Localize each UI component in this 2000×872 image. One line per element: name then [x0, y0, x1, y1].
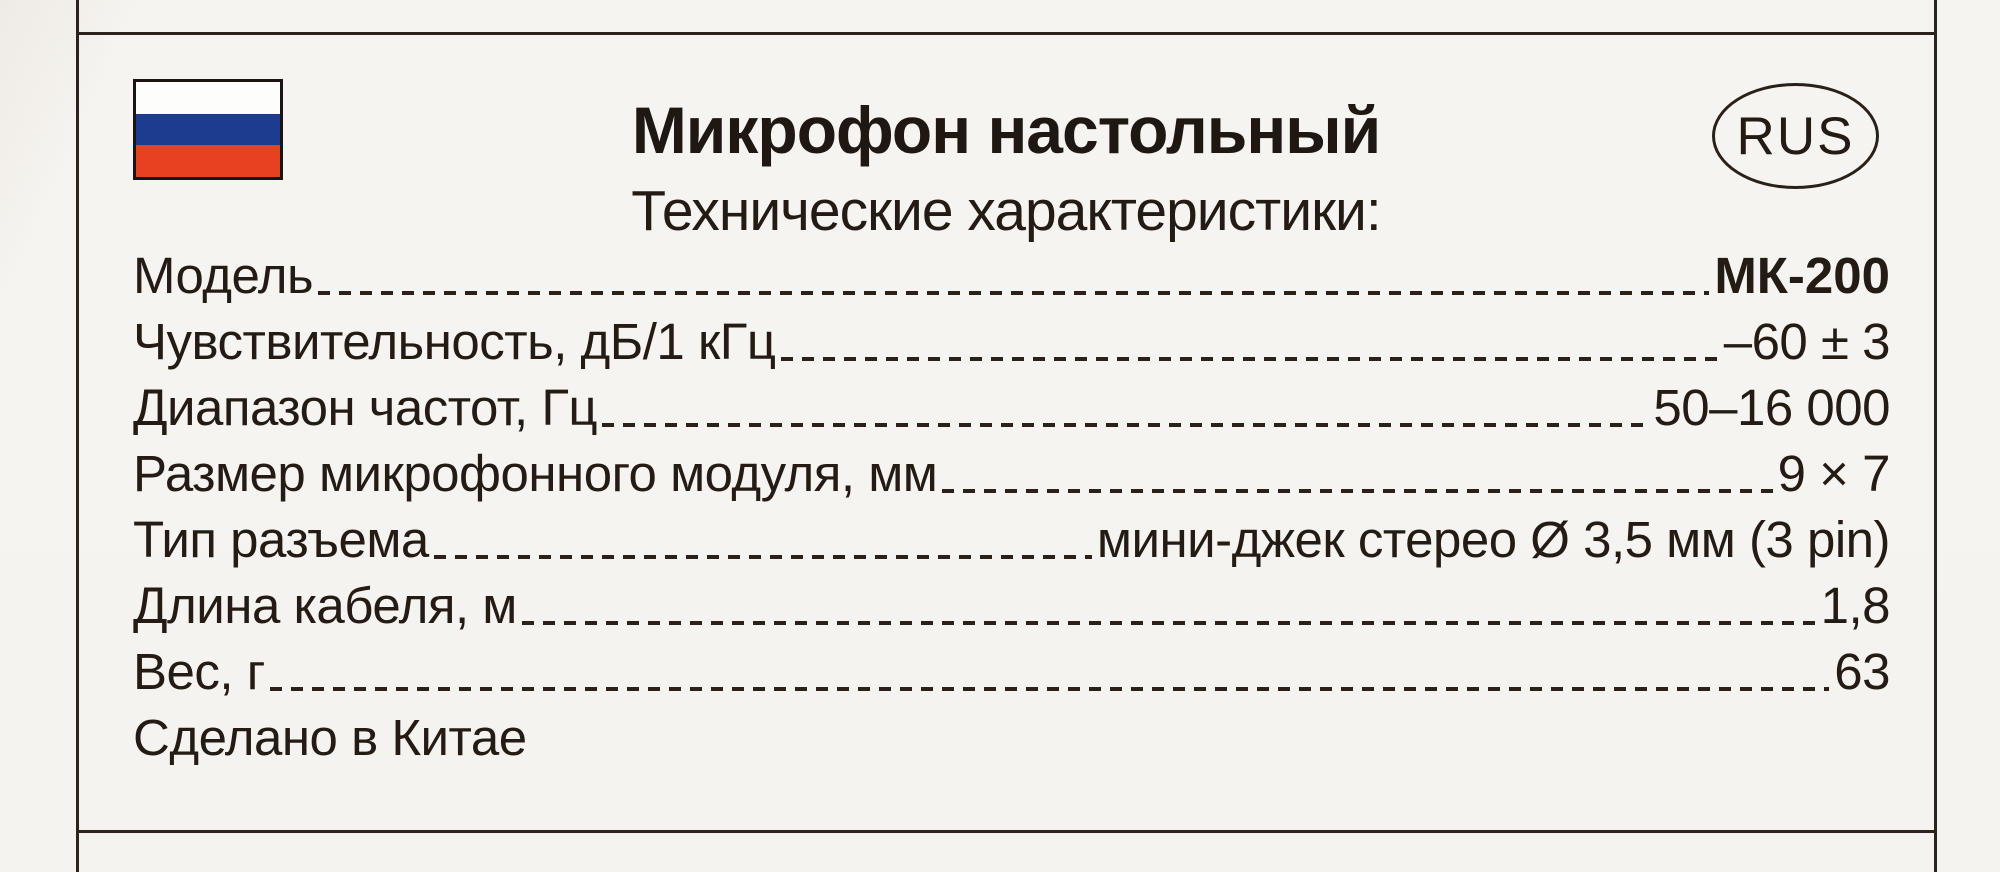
specs-heading: Технические характеристики:	[631, 179, 1381, 243]
spec-row	[133, 441, 1890, 507]
rus-country-code: RUS	[1736, 106, 1855, 166]
spec-value: 1,8	[1820, 577, 1890, 634]
spec-label: Вес, г	[133, 643, 265, 700]
rus-country-badge	[1712, 83, 1879, 189]
dotted-leader	[270, 687, 1829, 691]
spec-table	[133, 243, 1890, 771]
spec-value: МК-200	[1714, 247, 1890, 304]
spec-label: Чувствительность, дБ/1 кГц	[133, 313, 776, 370]
spec-label: Тип разъема	[133, 511, 429, 568]
spec-value: 63	[1834, 643, 1890, 700]
dotted-leader	[522, 621, 1816, 625]
spec-row	[133, 309, 1890, 375]
dotted-leader	[781, 357, 1719, 361]
spec-row	[133, 507, 1890, 573]
spec-row	[133, 639, 1890, 705]
made-in-row	[133, 705, 1890, 771]
spec-label: Длина кабеля, м	[133, 577, 517, 634]
dotted-leader	[434, 555, 1092, 559]
panel-border-bottom	[79, 830, 1934, 833]
dotted-leader	[318, 291, 1709, 295]
spec-row	[133, 573, 1890, 639]
spec-label: Размер микрофонного модуля, мм	[133, 445, 938, 502]
panel-border-top	[79, 32, 1934, 35]
spec-label: Диапазон частот, Гц	[133, 379, 598, 436]
spec-value: 9 × 7	[1777, 445, 1890, 502]
product-title: Микрофон настольный	[631, 93, 1381, 167]
spec-value: –60 ± 3	[1723, 313, 1890, 370]
dotted-leader	[602, 423, 1648, 427]
spec-value: 50–16 000	[1653, 379, 1890, 436]
spec-row	[133, 243, 1890, 309]
made-in-text: Сделано в Китае	[133, 709, 527, 766]
spec-label: Модель	[133, 247, 314, 304]
dotted-leader	[942, 489, 1772, 493]
spec-row	[133, 375, 1890, 441]
spec-value: мини-джек стерео Ø 3,5 мм (3 pin)	[1096, 511, 1890, 568]
panel-border-right	[1934, 0, 1937, 872]
